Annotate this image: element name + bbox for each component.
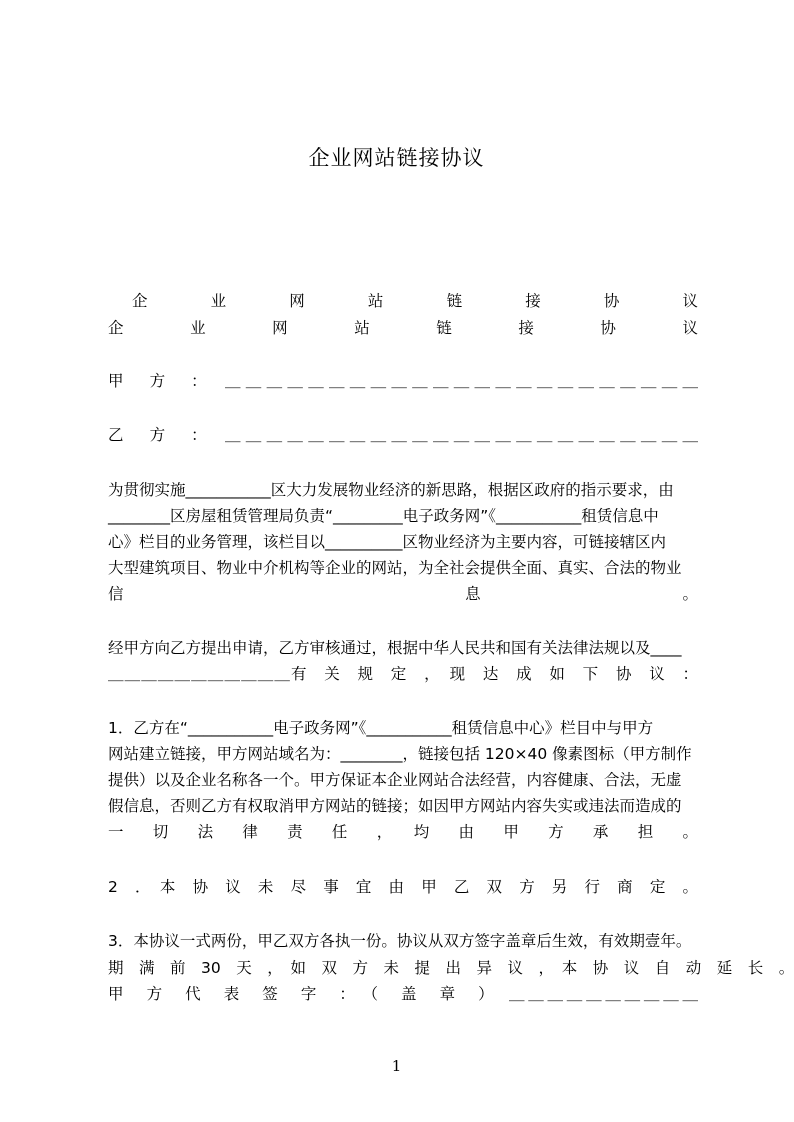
party-a-line: 甲 方 ： ＿＿＿＿＿＿＿＿＿＿＿＿＿＿＿＿＿＿＿＿＿＿＿ xyxy=(108,372,698,390)
clause-1-line: 网站建立链接，甲方网站域名为：________，链接包括 120×40 像素图标（甲方制作 xyxy=(108,745,692,763)
party-b-line: 乙 方 ： ＿＿＿＿＿＿＿＿＿＿＿＿＿＿＿＿＿＿＿＿＿＿＿ xyxy=(108,426,698,444)
heading-line: 企 业 网 站 链 接 协 议 xyxy=(108,319,698,337)
heading-line: 企 业 网 站 链 接 协 议 xyxy=(132,292,698,310)
signature-line: 甲 方 代 表 签 字 ： （ 盖 章 ） ＿＿＿＿＿＿＿＿＿＿ xyxy=(108,985,698,1003)
intro-line: ________区房屋租赁管理局负责“_________电子政务网”《___________租赁信息中 xyxy=(108,507,659,525)
clause-3-line: 3．本协议一式两份，甲乙双方各执一份。协议从双方签字盖章后生效，有效期壹年。 xyxy=(108,932,692,950)
intro-line: 大型建筑项目、物业中介机构等企业的网站，为全社会提供全面、真实、合法的物业 xyxy=(108,559,682,577)
clause-1-line: 假信息，否则乙方有权取消甲方网站的链接；如因甲方网站内容失实或违法而造成的 xyxy=(108,797,682,815)
application-line: ＿＿＿＿＿＿＿＿＿＿＿有 关 规 定 ， 现 达 成 如 下 协 议 ： xyxy=(108,665,698,683)
clause-3-line: 期 满 前 30 天 ， 如 双 方 未 提 出 异 议 ， 本 协 议 自 动 延 长 。 xyxy=(108,959,794,977)
clause-2-line: 2 ． 本 协 议 未 尽 事 宜 由 甲 乙 双 方 另 行 商 定 。 xyxy=(108,878,698,896)
clause-1-line: 提供）以及企业名称各一个。甲方保证本企业网站合法经营，内容健康、合法，无虚 xyxy=(108,771,682,789)
intro-line: 信 息 。 xyxy=(108,585,698,603)
page-number: 1 xyxy=(391,1057,402,1075)
intro-line: 为贯彻实施___________区大力发展物业经济的新思路，根据区政府的指示要求，由 xyxy=(108,481,674,499)
intro-line: 心》栏目的业务管理，该栏目以__________区物业经济为主要内容，可链接辖区内 xyxy=(108,533,667,551)
clause-1-line: 1．乙方在“___________电子政务网”《___________租赁信息中心》栏目中与甲方 xyxy=(108,719,654,737)
document-title: 企业网站链接协议 xyxy=(308,146,485,170)
application-line: 经甲方向乙方提出申请，乙方审核通过，根据中华人民共和国有关法律法规以及____ xyxy=(108,639,682,657)
clause-1-line: 一 切 法 律 责 任 ， 均 由 甲 方 承 担 。 xyxy=(108,823,698,841)
